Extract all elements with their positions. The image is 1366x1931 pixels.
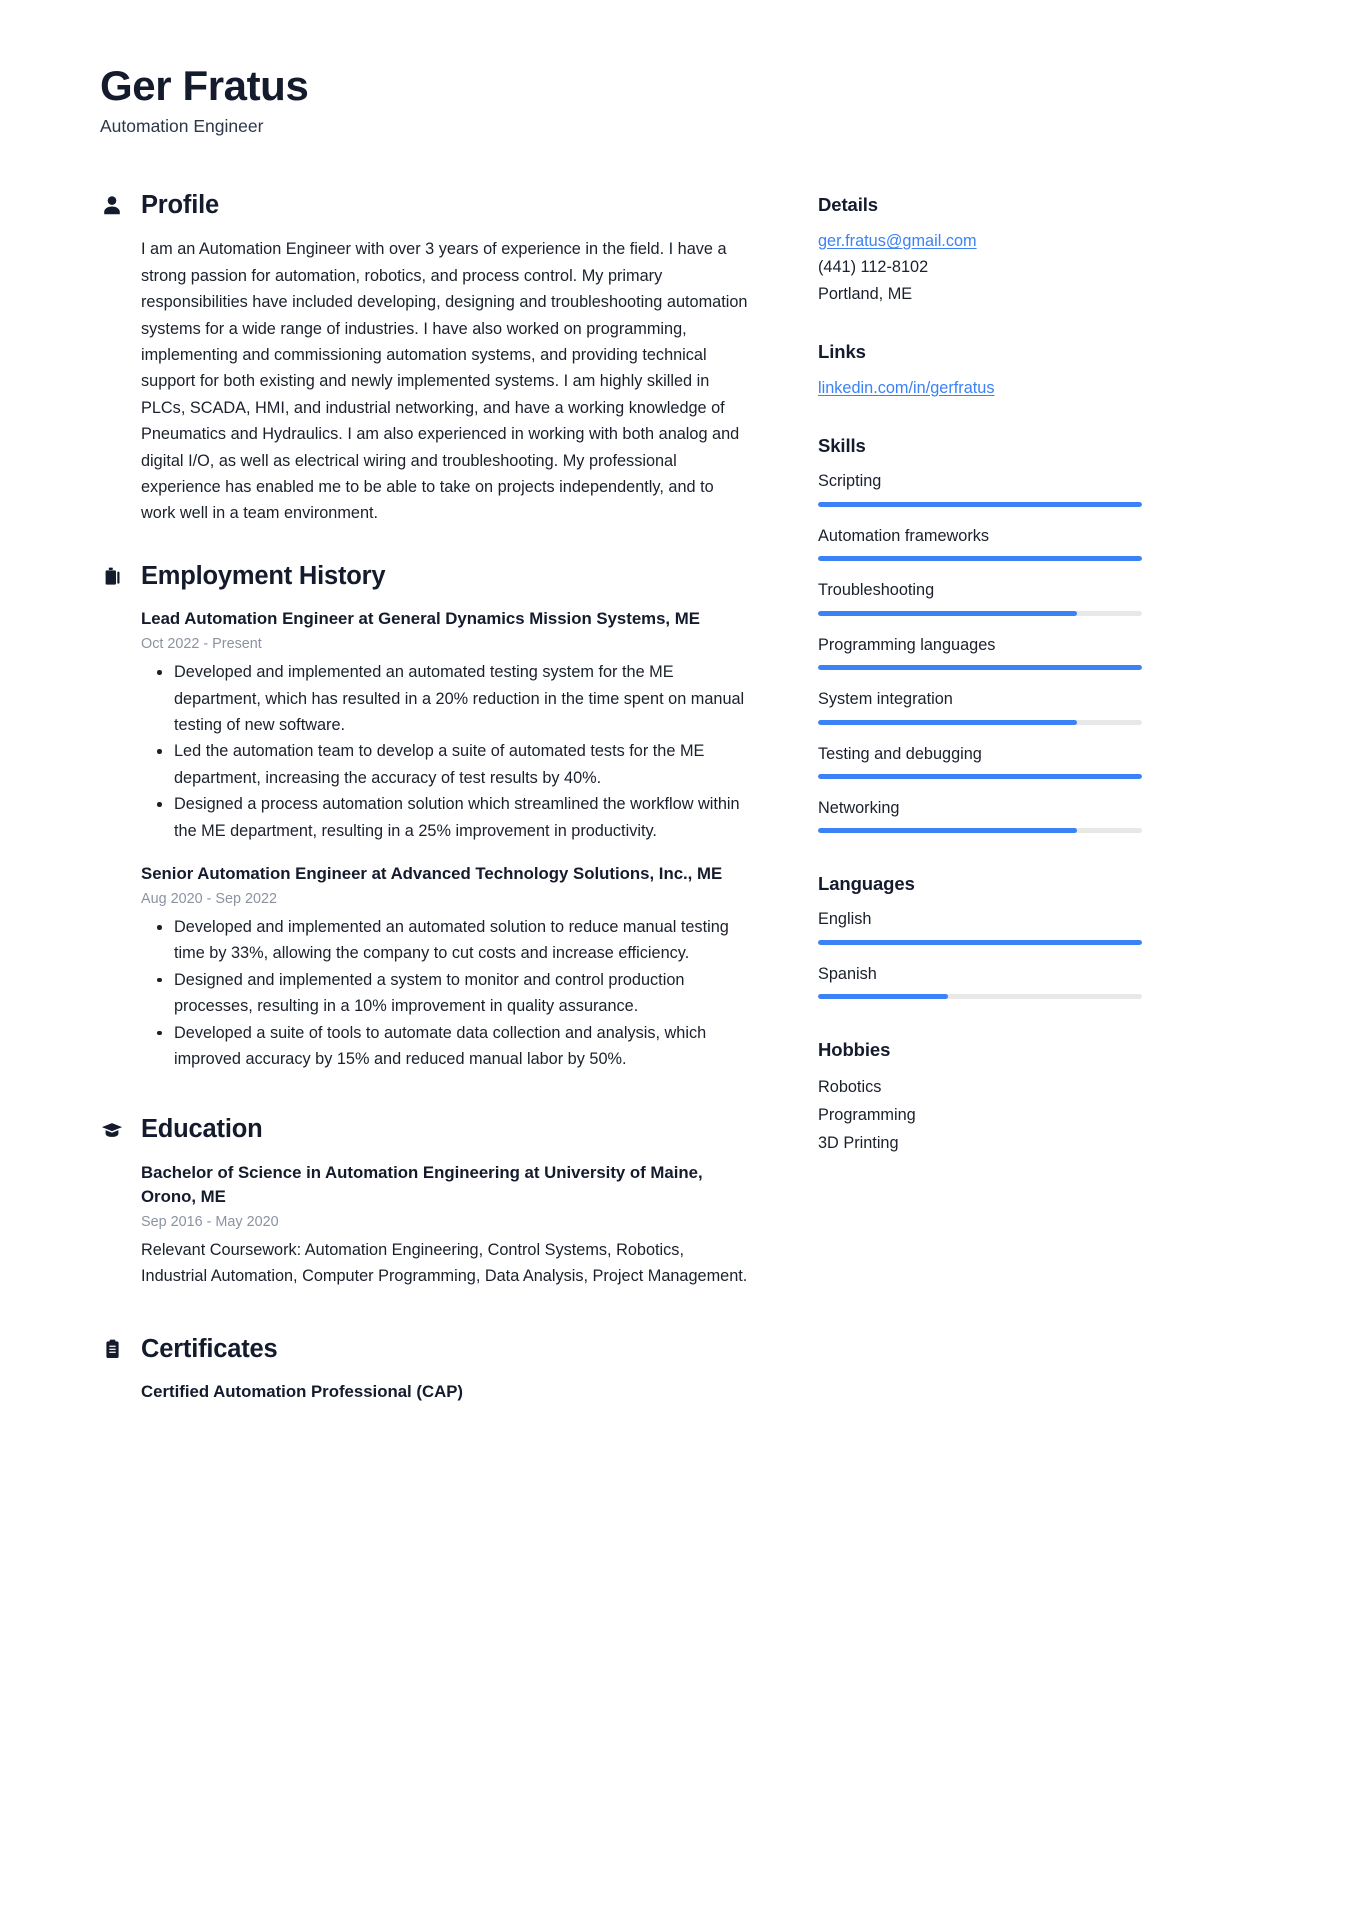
briefcase-icon <box>100 564 124 588</box>
skill-bar-fill <box>818 828 1077 833</box>
hobby-item: Programming <box>818 1106 916 1125</box>
list-item: Developed and implemented an automated solution to reduce manual testing time by 33%, allowing the company to cut costs and increase efficiency. <box>141 914 750 967</box>
skill-item <box>818 687 1142 724</box>
employment-entry-title: Lead Automation Engineer at General Dynamics Mission Systems, ME <box>141 609 700 629</box>
phone-value: (441) 112-8102 <box>818 258 929 277</box>
language-label: English <box>818 910 872 929</box>
employment-entry-title: Senior Automation Engineer at Advanced Technology Solutions, Inc., ME <box>141 864 723 883</box>
skill-item <box>818 796 1142 833</box>
skill-bar-fill <box>818 720 1077 725</box>
skill-item <box>818 469 1142 506</box>
list-item: Led the automation team to develop a suite of automated tests for the ME department, increasing the accuracy of test results by 40%. <box>141 738 750 791</box>
skill-bar-track <box>818 774 1142 779</box>
section-employment <box>100 561 750 1073</box>
section-profile <box>100 190 750 527</box>
sidebar-links <box>818 341 1142 401</box>
clipboard-icon <box>100 1337 124 1361</box>
main-column <box>100 190 750 1438</box>
sidebar-languages-title: Languages <box>818 873 915 895</box>
profile-text: I am an Automation Engineer with over 3 years of experience in the field. I have a strong passion for automation, robotics, and process control. My primary responsibilities have included developing, designing and troubleshooting automation systems for a wide range of industries. I have also worked on programming, implementing and commissioning automation systems, and providing technical support for both existing and newly implemented systems. I am highly skilled in PLCs, SCADA, HMI, and industrial networking, and have a working knowledge of Pneumatics and Hydraulics. I am also experienced in working with both analog and digital I/O, as well as electrical wiring and troubleshooting. My professional experience has enabled me to be able to take on projects independently, and to work well in a team environment. <box>141 240 748 523</box>
section-employment-title: Employment History <box>141 561 386 590</box>
sidebar-column <box>818 190 1142 1188</box>
skill-bar-fill <box>818 502 1142 507</box>
skill-bar-track <box>818 611 1142 616</box>
section-education-body <box>100 1161 750 1290</box>
section-certificates-body <box>100 1380 750 1404</box>
list-item: Designed a process automation solution which streamlined the workflow within the ME department, resulting in a 25% improvement in productivity. <box>141 791 750 844</box>
skill-bar-fill <box>818 611 1077 616</box>
header-subtitle: Automation Engineer <box>100 116 264 137</box>
skill-item <box>818 633 1142 670</box>
section-education <box>100 1114 750 1289</box>
list-item: Developed and implemented an automated testing system for the ME department, which has resulted in a 20% reduction in the time spent on manual testing of new software. <box>141 659 750 738</box>
page-title: Ger Fratus <box>100 62 309 109</box>
list-item: Designed and implemented a system to monitor and control production processes, resulting in a 10% improvement in quality assurance. <box>141 967 750 1020</box>
skill-item <box>818 742 1142 779</box>
person-icon <box>100 193 124 217</box>
employment-entry <box>141 607 750 844</box>
skill-bar-track <box>818 828 1142 833</box>
sidebar-links-title: Links <box>818 340 866 362</box>
skill-label: Troubleshooting <box>818 581 935 600</box>
skill-label: Scripting <box>818 472 882 491</box>
language-bar-track <box>818 940 1142 945</box>
sidebar-details <box>818 194 1142 307</box>
section-employment-header <box>100 561 750 592</box>
skill-label: Programming languages <box>818 635 996 654</box>
language-label: Spanish <box>818 964 877 983</box>
sidebar-languages <box>818 873 1142 999</box>
education-entry-date: Sep 2016 - May 2020 <box>141 1213 279 1230</box>
skill-label: Testing and debugging <box>818 744 982 763</box>
language-bar-fill <box>818 994 948 999</box>
section-education-title: Education <box>141 1115 263 1144</box>
education-entry-description: Relevant Coursework: Automation Engineering, Control Systems, Robotics, Industrial Automation, Computer Programming, Data Analysis, Project Management. <box>141 1240 748 1286</box>
skill-bar-track <box>818 502 1142 507</box>
language-bar-fill <box>818 940 1142 945</box>
education-entry <box>141 1161 750 1290</box>
employment-entry <box>141 862 750 1072</box>
skill-bar-fill <box>818 665 1142 670</box>
skill-bar-fill <box>818 774 1142 779</box>
list-item: Developed a suite of tools to automate data collection and analysis, which improved accuracy by 15% and reduced manual labor by 50%. <box>141 1020 750 1073</box>
certificate-entry <box>141 1380 750 1404</box>
section-profile-body <box>100 236 750 526</box>
sidebar-skills-title: Skills <box>818 435 866 457</box>
section-profile-title: Profile <box>141 190 219 219</box>
section-certificates-title: Certificates <box>141 1334 278 1363</box>
skill-label: Automation frameworks <box>818 526 990 545</box>
skill-item <box>818 578 1142 615</box>
email-link[interactable]: ger.fratus@gmail.com <box>818 231 977 250</box>
skill-item <box>818 524 1142 561</box>
employment-entry-date: Oct 2022 - Present <box>141 636 262 653</box>
resume-header <box>100 62 1272 138</box>
skill-label: Networking <box>818 798 900 817</box>
language-item <box>818 962 1142 999</box>
employment-entry-bullets <box>141 914 750 1072</box>
location-value: Portland, ME <box>818 284 913 303</box>
language-bar-track <box>818 994 1142 999</box>
section-certificates <box>100 1334 750 1404</box>
hobby-item: 3D Printing <box>818 1134 899 1153</box>
section-profile-header <box>100 190 750 221</box>
graduation-cap-icon <box>100 1118 124 1142</box>
sidebar-skills <box>818 435 1142 833</box>
skill-bar-track <box>818 556 1142 561</box>
sidebar-hobbies-title: Hobbies <box>818 1039 891 1061</box>
section-certificates-header <box>100 1334 750 1365</box>
sidebar-hobbies <box>818 1039 1142 1157</box>
section-employment-body <box>100 607 750 1072</box>
section-education-header <box>100 1114 750 1145</box>
skill-bar-track <box>818 720 1142 725</box>
language-item <box>818 907 1142 944</box>
employment-entry-bullets <box>141 659 750 844</box>
certificate-entry-title: Certified Automation Professional (CAP) <box>141 1382 463 1402</box>
employment-entry-date: Aug 2020 - Sep 2022 <box>141 890 278 907</box>
resume-columns <box>100 190 1272 1438</box>
hobby-item: Robotics <box>818 1078 882 1097</box>
linkedin-link[interactable]: linkedin.com/in/gerfratus <box>818 378 995 397</box>
skill-bar-fill <box>818 556 1142 561</box>
education-entry-title: Bachelor of Science in Automation Engineering at University of Maine, Orono, ME <box>141 1162 703 1206</box>
skill-bar-track <box>818 665 1142 670</box>
skill-label: System integration <box>818 690 953 709</box>
sidebar-details-title: Details <box>818 193 878 215</box>
